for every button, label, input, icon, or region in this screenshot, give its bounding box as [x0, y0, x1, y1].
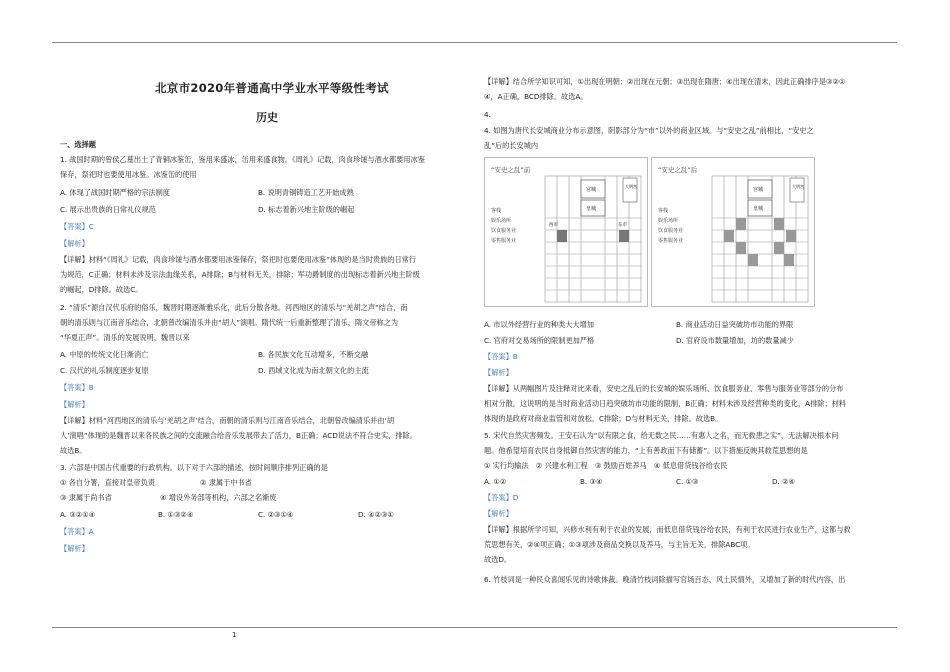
q3-analysis-label: 【解析】: [60, 544, 89, 553]
map-before-svg: [485, 158, 647, 306]
q2-stem: “华夏正声”。清乐的发展说明，魏晋以来: [60, 333, 190, 342]
subject-title: 历史: [256, 111, 278, 124]
q4-detail: 体现的是政府对商业监管和对放松，C排除；D与材料无关，排除。故选B。: [484, 414, 723, 423]
q1-option-c: C. 展示出贵族的日常礼仪规范: [60, 205, 156, 214]
q5-detail: 【详解】根据所学可知，兴修水利有利于农业的发展，而低息借贷钱谷给农民，有利于农民进行农业生产，这都与救: [484, 525, 851, 534]
q2-option-b: B. 各民族文化互动增多，不断交融: [258, 350, 369, 359]
q3-item-4: ④ 增设外务部等机构，六部之名渐废: [160, 493, 277, 502]
q4-detail: 相对分散，这说明的是当时商业活动日趋突破坊市功能的限制，B正确；材料未涉及经营种类的变化，A排除；材料: [484, 399, 847, 408]
map-label-palace: 宫城: [753, 187, 764, 193]
q3-item-1: ① 各自分署，直接对皇帝负责: [60, 478, 155, 487]
q4-stem: 4. 如图为唐代长安城商业分布示意图，阴影部分为“市”以外的商业区域。与“安史之乱”前相比，“安史之: [484, 126, 814, 135]
q4-answer: 【答案】B: [484, 352, 518, 361]
q4-option-b: B. 商业活动日益突破坊市功能的界限: [676, 320, 794, 329]
q3-stem: 3. 六部是中国古代重要的行政机构。以下对于六部的描述，按时间顺序排列正确的是: [60, 463, 328, 472]
q1-stem: 保存，祭祀时也要使用冰鉴。冰鉴缶的使用: [60, 170, 197, 179]
map-label-daming-palace: 大明宫: [625, 184, 637, 189]
q1-option-a: A. 体现了战国时期严格的宗法制度: [60, 188, 170, 197]
q3-option-c: C. ②③①④: [258, 510, 294, 519]
map-label-east-market: 东市: [618, 223, 627, 228]
q5-analysis-label: 【解析】: [484, 509, 513, 518]
q1-option-b: B. 说明青铜铸造工艺开始成熟: [258, 188, 354, 197]
map-label-imperial-city: 皇城: [586, 206, 597, 212]
q1-analysis-label: 【解析】: [60, 239, 89, 248]
map-label-daming-palace: 大明宫: [792, 184, 804, 189]
q1-option-d: D. 标志着新兴地主阶级的崛起: [258, 205, 355, 214]
q2-stem: 2. “清乐”源自汉代乐府的俗乐，魏晋时期逐渐雅乐化，此后分散各地。河西地区的清乐与“羌胡之声”结合，南: [60, 303, 408, 312]
top-rule: [52, 42, 897, 43]
q4-stem: 乱”后的长安城内: [484, 141, 539, 150]
legend-retail: 零售服务业: [658, 238, 684, 244]
q1-answer: 【答案】C: [60, 222, 94, 231]
q3-option-a: A. ③②①④: [60, 510, 96, 519]
legend-inn: 客栈: [658, 208, 669, 214]
q3-item-3: ③ 隶属于尚书省: [60, 493, 112, 502]
q2-detail: 【详解】材料“河西地区的清乐与‘羌胡之声’结合，南朝的清乐则与江南音乐结合，北朝曾改编清乐并由‘胡: [60, 416, 395, 425]
map-after: [651, 157, 815, 307]
legend-entertainment: 娱乐场所: [658, 218, 679, 224]
q1-detail: 为规范，C正确；材料未涉及宗法血缘关系，A排除；B与材料无关，排除；军功爵制度的出现标志着新兴地主阶级: [60, 270, 420, 279]
map-label-west-market: 西市: [549, 223, 558, 228]
q4-number: 4.: [484, 110, 491, 119]
q2-option-d: D. 西域文化成为南北朝文化的主流: [258, 366, 369, 375]
q5-option-c: C. ①③: [676, 477, 699, 486]
q5-option-a: A. ①②: [484, 477, 507, 486]
map-title: “安史之乱”前: [491, 166, 531, 174]
q4-analysis-label: 【解析】: [484, 368, 513, 377]
map-label-palace: 宫城: [586, 187, 597, 193]
bottom-rule: [52, 627, 897, 628]
q1-detail: 【详解】材料“《周礼》记载，肉食珍馐与酒水都要用冰鉴保存，祭祀时也要使用冰鉴”体现的是当时贵族的日常行: [60, 255, 417, 264]
q1-stem: 1. 战国时期的曾侯乙墓出土了青铜冰鉴缶，鉴用来盛冰，缶用来盛食物。《周礼》记载，肉食珍馐与酒水都要用冰鉴: [60, 155, 425, 164]
exam-title: 北京市2020年普通高中学业水平等级性考试: [155, 81, 389, 95]
q3-detail: 【详解】结合所学知识可知，①出现在明朝；②出现在元朝；③出现在隋唐；④出现在清末，因此正确排序是③②①: [484, 77, 846, 86]
q5-option-d: D. ②④: [772, 477, 795, 486]
legend-food: 饮食服务业: [491, 228, 517, 234]
legend-food: 饮食服务业: [658, 228, 684, 234]
q2-stem: 朝的清乐则与江南音乐结合，北朝曾改编清乐并由“胡人”演唱。隋代统一后重新整理了清乐，隋文帝称之为: [60, 318, 399, 327]
q2-analysis-label: 【解析】: [60, 400, 89, 409]
section-heading: 一、选择题: [60, 140, 96, 149]
q5-detail: 故选D。: [484, 555, 512, 564]
map-label-imperial-city: 皇城: [753, 206, 764, 212]
q3-answer: 【答案】A: [60, 527, 94, 536]
q5-option-b: B. ③④: [580, 477, 603, 486]
q4-option-c: C. 官府对交易场所的限制更加严格: [484, 336, 595, 345]
q2-answer: 【答案】B: [60, 383, 94, 392]
legend-entertainment: 娱乐场所: [491, 218, 512, 224]
legend-retail: 零售服务业: [491, 238, 517, 244]
q5-items: ① 实行均输法 ② 兴建水利工程 ③ 鼓励百姓养马 ④ 低息借贷钱谷给农民: [484, 461, 728, 470]
q2-detail: 人’演唱”体现的是魏晋以来各民族之间的交流融合给音乐发展带去了活力，B正确；ACD说法不符合史实，排除。: [60, 431, 417, 440]
q3-detail: ④，A正确，BCD排除。故选A。: [484, 92, 588, 101]
map-title: “安史之乱”后: [658, 166, 698, 174]
q4-option-a: A. 市以外经营行业的种类大大增加: [484, 320, 594, 329]
q2-option-c: C. 汉代的礼乐制度逐步复原: [60, 366, 149, 375]
q1-detail: 的崛起，D排除。故选C。: [60, 285, 143, 294]
q3-option-b: B. ①③②④: [158, 510, 194, 519]
q5-detail: 荒思想有关，②④项正确；①③项涉及商品交换以及养马，与主旨无关，排除ABC项。: [484, 540, 755, 549]
q5-answer: 【答案】D: [484, 493, 519, 502]
q6-stem: 6. 竹枝词是一种民众喜闻乐见的诗歌体裁。晚清竹枝词除描写官场百态、风土民情外，又增加了新的时代内容，出: [484, 575, 846, 584]
page-number: 1: [232, 631, 237, 639]
map-after-svg: [652, 158, 814, 306]
q5-stem: 5. 宋代自然灾害频发。王安石认为“以有限之食，给无数之民……有惠人之名，而无救患之实”，无法解决根本问: [484, 431, 839, 440]
q2-option-a: A. 中原的传统文化日渐消亡: [60, 350, 149, 359]
q4-option-d: D. 官府设市数量增加，坊的数量减少: [676, 336, 794, 345]
q5-stem: 题。他希望培育农民自身抵御自然灾害的能力，“上有善政而下有储蓄”。以下措施反映其救荒思想的是: [484, 446, 808, 455]
q2-detail: 故选B。: [60, 446, 87, 455]
q4-detail: 【详解】从两幅图片及注释对比来看，安史之乱后的长安城的娱乐场所、饮食服务业、零售与服务业等部分的分布: [484, 384, 844, 393]
legend-inn: 客栈: [491, 208, 502, 214]
map-before: [484, 157, 648, 307]
q3-item-2: ② 隶属于中书省: [200, 478, 252, 487]
q3-option-d: D. ④②③①: [358, 510, 394, 519]
